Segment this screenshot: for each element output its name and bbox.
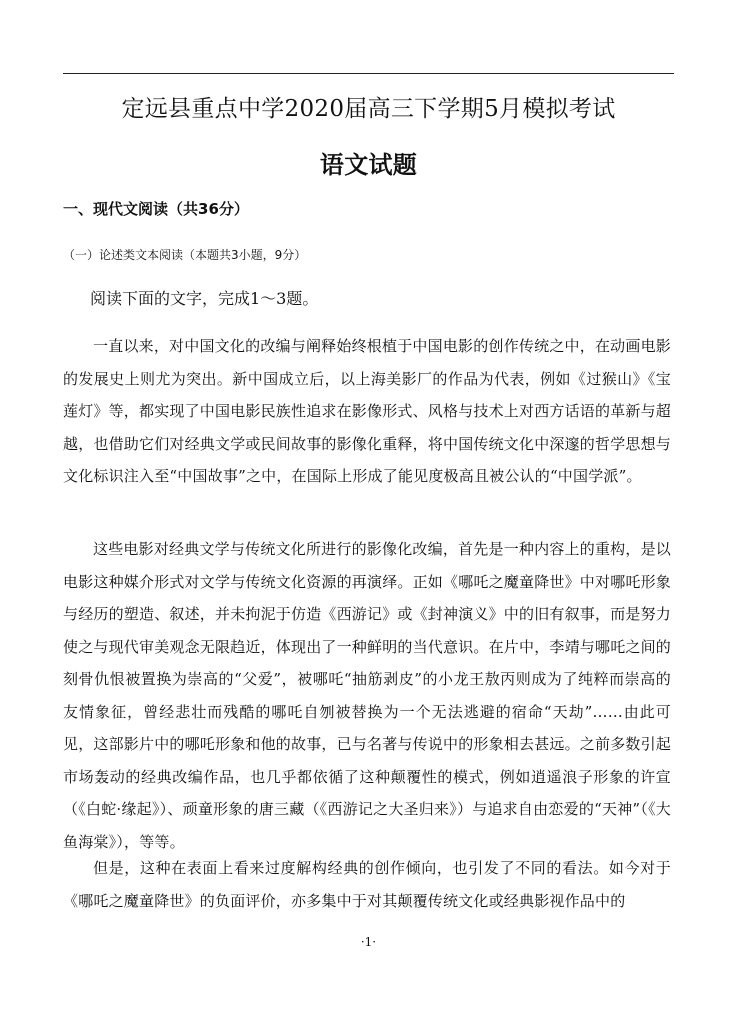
passage-paragraph-2: 这些电影对经典文学与传统文化所进行的影像化改编，首先是一种内容上的重构，是以电影这种媒介形式对文学与传统文化资源的再演绎。正如《哪吒之魔童降世》中对哪吒形象与经历的塑造、叙述，并未拘泥于仿造《西游记》或《封神演义》中的旧有叙事，而是努力使之与现代审美观念无限趋近，体现出了一种鲜明的当代意识。在片中，李靖与哪吒之间的刻骨仇恨被置换为崇高的“父爱”，被哪吒“抽筋剥皮”的小龙王敖丙则成为了纯粹而崇高的友情象征，曾经悲壮而残酷的哪吒自刎被替换为一个无法逃避的宿命“天劫”……由此可见，这部影片中的哪吒形象和他的故事，已与名著与传说中的形象相去甚远。之前多数引起市场轰动的经典改编作品，也几乎都依循了这种颠覆性的模式，例如逍遥浪子形象的许宣（《白蛇·缘起》）、顽童形象的唐三藏（《西游记之大圣归来》）与追求自由恋爱的“天神”（《大鱼海棠》），等等。 [63, 540, 672, 851]
passage-paragraph-1: 一直以来，对中国文化的改编与阐释始终根植于中国电影的创作传统之中，在动画电影的发展史上则尤为突出。新中国成立后，以上海美影厂的作品为代表，例如《过猴山》《宝莲灯》等，都实现了中国电影民族性追求在影像形式、风格与技术上对西方话语的革新与超越，也借助它们对经典文学或民间故事的影像化重释，将中国传统文化中深邃的哲学思想与文化标识注入至“中国故事”之中，在国际上形成了能见度极高且被公认的“中国学派”。 [63, 337, 672, 485]
reading-instruction: 阅读下面的文字，完成1～3题。 [90, 289, 319, 308]
exam-title: 定远县重点中学2020届高三下学期5月模拟考试 [121, 96, 616, 122]
passage-paragraph-3: 但是，这种在表面上看来过度解构经典的创作倾向，也引发了不同的看法。如今对于《哪吒之魔童降世》的负面评价，亦多集中于对其颠覆传统文化或经典影视作品中的 [63, 859, 671, 910]
sub-heading: （一）论述类文本阅读（本题共3小题，9分） [63, 248, 307, 262]
page-number: ·1· [360, 935, 377, 949]
exam-subtitle: 语文试题 [319, 150, 418, 179]
section-heading: 一、现代文阅读（共36分） [63, 200, 249, 218]
header-rule [63, 73, 674, 74]
